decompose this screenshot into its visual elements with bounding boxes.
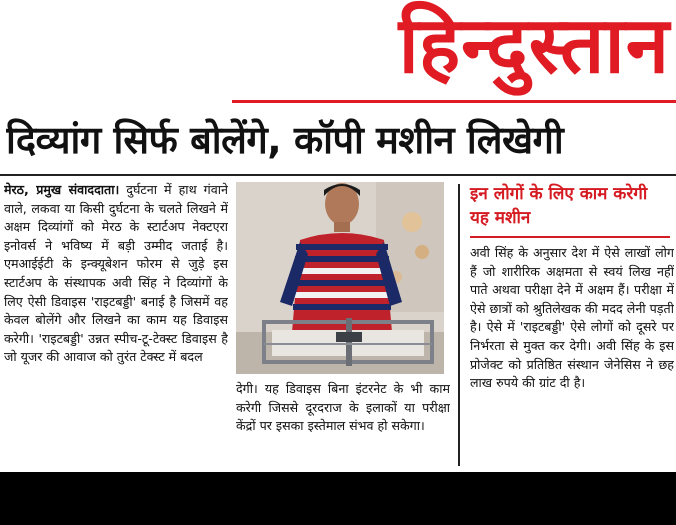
masthead-rule — [232, 100, 676, 103]
headline-rule — [0, 174, 676, 176]
article-column-middle: देगी। यह डिवाइस बिना इंटरनेट के भी काम करेगी जिससे दूरदराज के इलाकों या परीक्षा केंद्रों पर इसका इस्तेमाल संभव हो सकेगा। — [236, 381, 450, 434]
article-photo — [236, 182, 444, 374]
person-with-device-image — [236, 182, 444, 374]
article-column-left — [4, 181, 228, 469]
sidebar-body: अवी सिंह के अनुसार देश में ऐसे लाखों लोग हैं जो शारीरिक अक्षमता से स्वयं लिख नहीं पाते अथवा परीक्षा देने में अक्षम हैं। परीक्षा में ऐसे छात्रों को श्रुतिलेखक की मदद लेनी पड़ती है। ऐसे में 'राइटबड्डी' ऐसे लोगों को दूसरे पर निर्भरता से मुक्त कर देगी। अवी सिंह के इस प्रोजेक्ट को प्रतिष्ठित संस्थान जेनेसिस ने छह लाख रुपये की ग्रांट दी है। — [470, 245, 674, 391]
column-divider — [458, 184, 460, 466]
bottom-black-band — [0, 472, 676, 525]
masthead-title: हिन्दुस्तान — [398, 1, 670, 91]
article-body-left: दुर्घटना में हाथ गंवाने वाले, लकवा या किसी दुर्घटना के चलते लिखने में अक्षम दिव्यांगों को मेरठ के स्टार्टअप नेक्टएरा इनोवर्स ने भविष्य में बड़ी उम्मीद जताई है। एमआईईटी के इन्क्यूबेशन फोरम से जुड़े इस स्टार्टअप के संस्थापक अवी सिंह ने दिव्यांगों के लिए ऐसी डिवाइस 'राइटबड्डी' बनाई है जिसमें वह केवल बोलेंगे और लिखने का काम यह डिवाइस करेगी। 'राइटबड्डी' उन्नत स्पीच-टू-टेक्स्ट डिवाइस है जो यूजर की आवाज को तुरंत टेक्स्ट में बदल — [4, 182, 228, 365]
masthead — [232, 0, 676, 100]
headline: दिव्यांग सिर्फ बोलेंगे, कॉपी मशीन लिखेगी — [6, 118, 564, 162]
article-dateline: मेरठ, प्रमुख संवाददाता। — [4, 182, 120, 197]
sidebar-title-rule — [470, 236, 670, 238]
sidebar-title: इन लोगों के लिए काम करेगी यह मशीन — [470, 184, 648, 228]
